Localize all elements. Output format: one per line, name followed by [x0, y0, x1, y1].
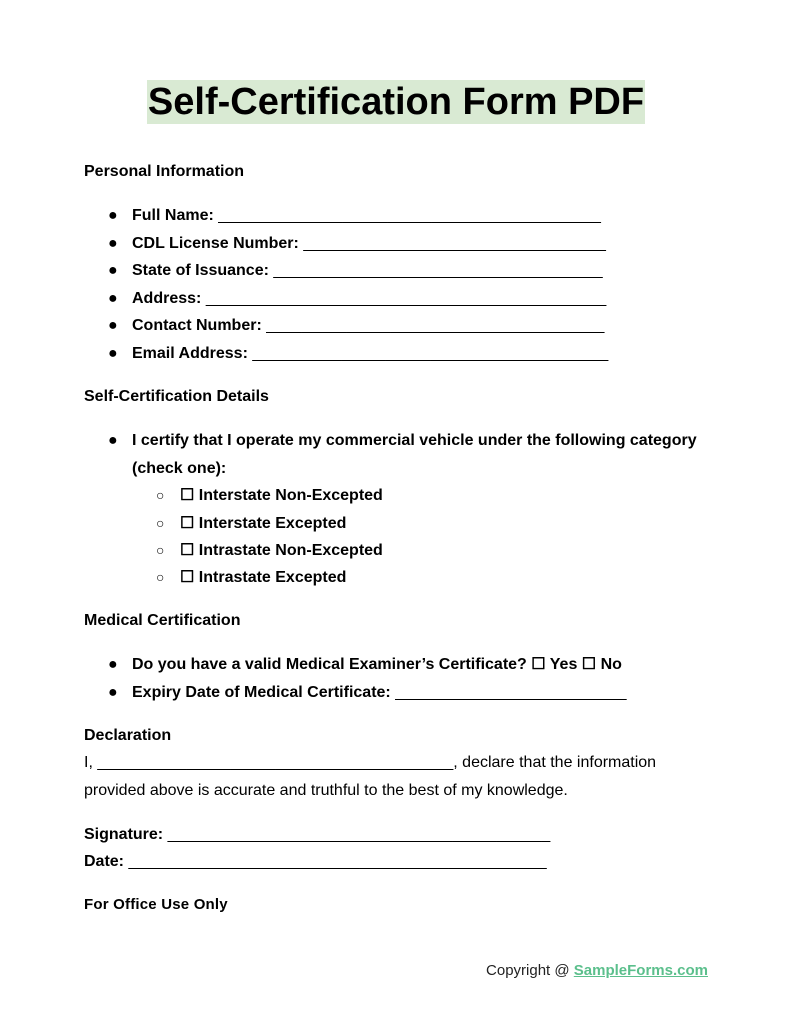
- field-line[interactable]: _____________________________________________: [205, 289, 607, 307]
- field-label: CDL License Number:: [132, 234, 299, 252]
- bullet-icon: ●: [108, 207, 118, 224]
- field-email-address[interactable]: [84, 340, 724, 368]
- option-interstate-excepted[interactable]: [132, 510, 704, 537]
- personal-info-list: [84, 202, 724, 368]
- declaration-name-line[interactable]: ________________________________________: [97, 754, 454, 771]
- field-line[interactable]: ______________________________________: [266, 317, 605, 335]
- option-label: ☐ Interstate Excepted: [180, 514, 347, 532]
- declaration-suffix: , declare that the information provided above is accurate and truthful to the best of my knowledge.: [84, 754, 657, 799]
- certify-statement: [84, 427, 704, 592]
- field-label: Expiry Date of Medical Certificate:: [132, 683, 391, 701]
- date-line[interactable]: _______________________________________________: [128, 853, 547, 870]
- self-cert-details-list: [84, 427, 704, 592]
- date-label: Date:: [84, 853, 125, 870]
- copyright-text: Copyright @: [486, 962, 574, 979]
- option-interstate-non-excepted[interactable]: [132, 482, 704, 509]
- personal-info-heading: Personal Information: [84, 163, 245, 180]
- bullet-icon: ●: [108, 432, 118, 449]
- field-label: Full Name:: [132, 207, 214, 224]
- medical-cert-heading: Medical Certification: [84, 612, 241, 629]
- date-field[interactable]: [84, 848, 547, 876]
- field-state-of-issuance[interactable]: [84, 257, 724, 285]
- field-cdl-license-number[interactable]: [84, 230, 724, 258]
- option-intrastate-non-excepted[interactable]: [132, 537, 704, 564]
- office-use-heading: For Office Use Only: [84, 896, 228, 913]
- circle-bullet-icon: ○: [156, 569, 165, 586]
- field-line[interactable]: __________________________________: [303, 234, 606, 252]
- declaration-heading: Declaration: [84, 727, 172, 744]
- medical-cert-list: [84, 651, 724, 706]
- bullet-icon: ●: [108, 262, 118, 280]
- title-block: [84, 80, 708, 124]
- bullet-icon: ●: [108, 317, 118, 335]
- circle-bullet-icon: ○: [156, 542, 165, 558]
- field-line[interactable]: ________________________________________: [252, 344, 609, 362]
- category-options: [132, 482, 704, 592]
- field-label: Address:: [132, 289, 202, 307]
- signature-label: Signature:: [84, 826, 164, 843]
- option-label: ☐ Intrastate Excepted: [180, 569, 347, 587]
- medical-question[interactable]: [84, 651, 724, 679]
- field-line[interactable]: ___________________________________________: [218, 207, 601, 224]
- bullet-icon: ●: [108, 234, 118, 252]
- circle-bullet-icon: ○: [156, 487, 165, 504]
- signature-field[interactable]: [84, 821, 550, 849]
- field-label: Contact Number:: [132, 317, 262, 335]
- footer-copyright: [486, 960, 708, 982]
- field-address[interactable]: [84, 285, 724, 313]
- declaration-text: [84, 749, 684, 805]
- bullet-icon: ●: [108, 344, 118, 362]
- declaration-prefix: I,: [84, 754, 98, 771]
- field-contact-number[interactable]: [84, 312, 724, 340]
- field-label: Email Address:: [132, 344, 248, 362]
- option-label: ☐ Interstate Non-Excepted: [180, 487, 383, 505]
- bullet-icon: ●: [108, 289, 118, 307]
- field-label: State of Issuance:: [132, 262, 269, 280]
- page-title: Self-Certification Form PDF: [147, 81, 645, 123]
- circle-bullet-icon: ○: [156, 514, 165, 531]
- self-cert-details-heading: Self-Certification Details: [84, 388, 269, 405]
- field-line[interactable]: _____________________________________: [273, 262, 603, 280]
- medical-question-text: Do you have a valid Medical Examiner’s Certificate? ☐ Yes ☐ No: [132, 656, 622, 673]
- option-intrastate-excepted[interactable]: [132, 564, 704, 591]
- bullet-icon: ●: [108, 683, 118, 701]
- field-line[interactable]: __________________________: [395, 683, 627, 701]
- bullet-icon: ●: [108, 656, 118, 673]
- field-full-name[interactable]: [84, 202, 724, 230]
- certify-statement-text: I certify that I operate my commercial vehicle under the following category (check one):: [132, 432, 697, 477]
- brand-link[interactable]: SampleForms.com: [573, 962, 708, 979]
- option-label: ☐ Intrastate Non-Excepted: [180, 542, 383, 559]
- field-expiry-date[interactable]: [84, 679, 724, 707]
- signature-line[interactable]: ___________________________________________: [167, 826, 551, 843]
